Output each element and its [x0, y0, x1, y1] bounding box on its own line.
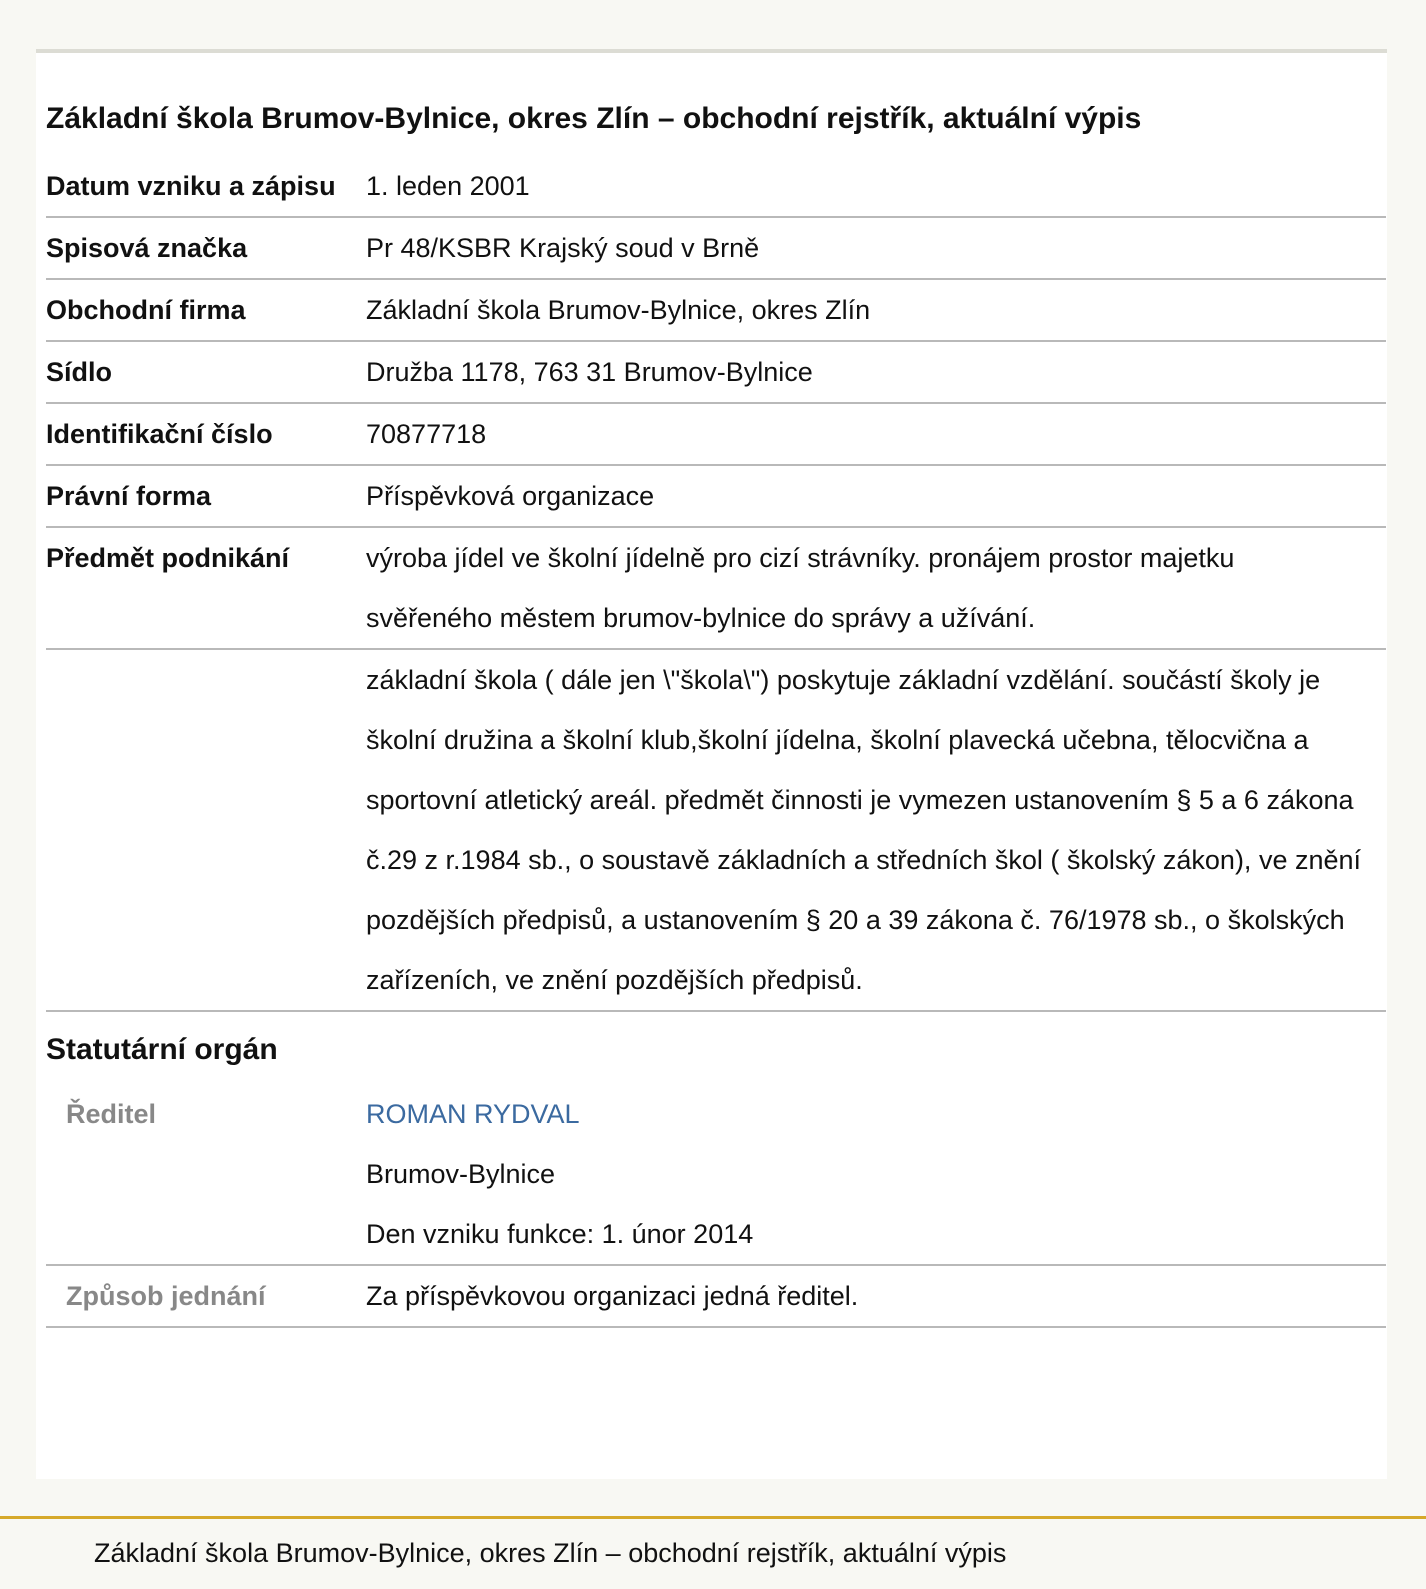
row-label-business-subject-cont	[46, 649, 366, 1011]
row-value-business-subject-cont: základní škola ( dále jen \"škola\") poskytuje základní vzdělání. součástí školy je školní družina a školní klub,školní jídelna, školní plavecká učebna, tělocvična a sportovní atletický areál. předmět činnosti je vymezen ustanovením § 5 a 6 zákona č.29 z r.1984 sb., o soustavě základních a středních škol ( školský zákon), ve znění pozdějších předpisů, a ustanovením § 20 a 39 zákona č. 76/1978 sb., o školských zařízeních, ve znění pozdějších předpisů.	[366, 649, 1386, 1011]
row-value-legal-form: Příspěvková organizace	[366, 465, 1386, 527]
section-heading-statutory: Statutární orgán	[46, 1033, 278, 1066]
acting-method-label: Způsob jednání	[46, 1265, 366, 1327]
row-value-business-name: Základní škola Brumov-Bylnice, okres Zlín	[366, 279, 1386, 341]
table-row	[46, 1084, 1386, 1265]
table-row	[46, 1265, 1386, 1327]
section-header-row	[46, 1011, 1386, 1084]
table-row	[46, 403, 1386, 465]
row-label-business-name: Obchodní firma	[46, 279, 366, 341]
acting-method-value: Za příspěvkovou organizaci jedná ředitel.	[366, 1265, 1386, 1327]
register-extract-panel	[36, 49, 1387, 1479]
role-label-director: Ředitel	[46, 1084, 366, 1265]
row-label-id-number: Identifikační číslo	[46, 403, 366, 465]
row-label-file-number: Spisová značka	[46, 217, 366, 279]
table-row	[46, 527, 1386, 649]
director-since: Den vzniku funkce: 1. únor 2014	[366, 1219, 754, 1249]
director-city: Brumov-Bylnice	[366, 1159, 556, 1189]
row-label-legal-form: Právní forma	[46, 465, 366, 527]
row-label-founded: Datum vzniku a zápisu	[46, 156, 366, 217]
table-row	[46, 649, 1386, 1011]
register-table	[46, 156, 1386, 1328]
table-row	[46, 465, 1386, 527]
page-title: Základní škola Brumov-Bylnice, okres Zlín – obchodní rejstřík, aktuální výpis	[46, 102, 1142, 135]
row-label-seat: Sídlo	[46, 341, 366, 403]
table-row	[46, 156, 1386, 217]
row-value-business-subject: výroba jídel ve školní jídelně pro cizí strávníky. pronájem prostor majetku svěřeného městem brumov-bylnice do správy a užívání.	[366, 527, 1386, 649]
row-value-id-number: 70877718	[366, 403, 1386, 465]
table-row	[46, 217, 1386, 279]
table-row	[46, 279, 1386, 341]
footer-bar	[0, 1516, 1426, 1589]
row-value-founded: 1. leden 2001	[366, 156, 1386, 217]
director-name-link[interactable]: ROMAN RYDVAL	[366, 1099, 580, 1129]
row-value-seat: Družba 1178, 763 31 Brumov-Bylnice	[366, 341, 1386, 403]
table-row	[46, 341, 1386, 403]
footer-title: Základní škola Brumov-Bylnice, okres Zlín – obchodní rejstřík, aktuální výpis	[94, 1538, 1007, 1568]
row-value-file-number: Pr 48/KSBR Krajský soud v Brně	[366, 217, 1386, 279]
director-details	[366, 1084, 1386, 1265]
row-label-business-subject: Předmět podnikání	[46, 527, 366, 649]
